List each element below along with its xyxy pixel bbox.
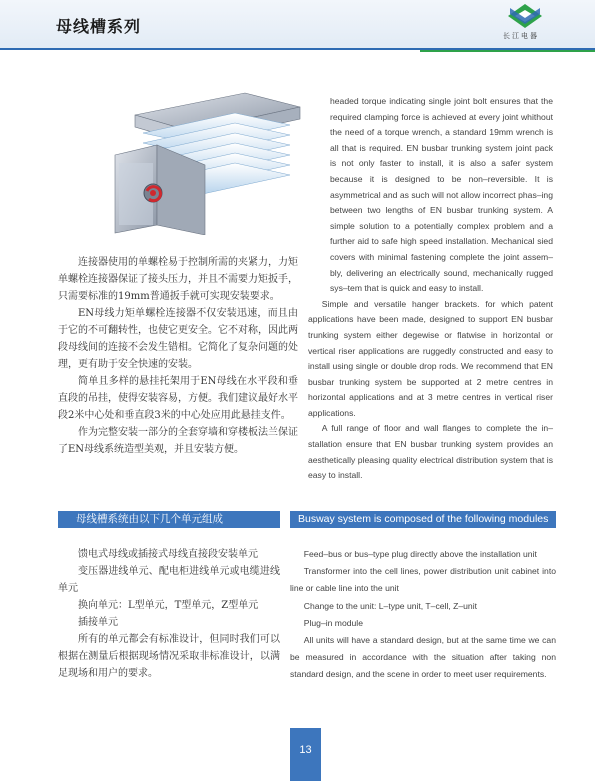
paragraph-en: A full range of floor and wall flanges to complete the in–stallation ensure that EN busbar trunking system provides an aesthetically pleasing quality electrical distribution system that is easy to install.	[308, 423, 553, 481]
page-number: 13	[299, 744, 312, 756]
header-rule-green	[420, 50, 595, 52]
paragraph-cn: 连接器使用的单螺栓易于控制所需的夹紧力，力矩单螺栓连接器保证了接头压力，并且不需要力矩扳手，只需要标准的19mm普通扳手就可实现安装要求。	[58, 257, 298, 302]
page-title: 母线槽系列	[56, 17, 142, 36]
list-item: 插接单元	[78, 617, 118, 628]
list-item: Feed–bus or bus–type plug directly above the installation unit	[303, 549, 537, 559]
paragraph-cn: EN母线力矩单螺栓连接器不仅安装迅速，而且由于它的不可翻转性，也使它更安全。它不对称，因此两段母线间的连接不会发生错相。它简化了复杂问题的处理，更有助于安全快速的安装。	[58, 308, 298, 370]
section-heading-cn	[58, 511, 280, 528]
list-item: 变压器进线单元、配电柜进线单元或电缆进线单元	[58, 566, 280, 594]
list-item: All units will have a standard design, but at the same time we can be measured in accordance with the situation after taking non standard design, and the scene in order to meet user requirements.	[290, 635, 556, 680]
list-item: 所有的单元都会有标准设计，但同时我们可以根据在测量后根据现场情况采取非标准设计，以满足现场和用户的要求。	[58, 634, 280, 679]
list-item: Plug–in module	[303, 617, 363, 628]
section-heading-en-text: Busway system is composed of the following modules	[298, 513, 549, 525]
module-list-en	[290, 546, 556, 684]
section-heading-cn-text: 母线槽系统由以下几个单元组成	[76, 513, 223, 525]
list-item: Change to the unit: L–type unit, T–cell, Z–unit	[303, 600, 478, 611]
module-list-cn	[58, 546, 280, 682]
list-item: 换向单元：L型单元，T型单元，Z型单元	[78, 600, 259, 611]
paragraph-cn: 简单且多样的悬挂托架用于EN母线在水平段和垂直段的吊挂，使得安装容易，方便。我们建议最好水平段2米中心处和垂直段3米的中心处应用此悬挂支件。	[58, 376, 298, 421]
list-item: 馈电式母线或插接式母线直接段安装单元	[78, 549, 258, 560]
section-heading-en	[290, 511, 556, 528]
left-column-text	[58, 254, 298, 458]
brand-name: 长江电器	[503, 32, 539, 40]
paragraph-cn: 作为完整安装一部分的全套穿墙和穿楼板法兰保证了EN母线系统造型美观，并且安装方便。	[58, 427, 298, 455]
paragraph-en: Simple and versatile hanger brackets. for which patent applications have been made, designed to support EN busbar trunking system either degewise or flatwise in horizontal or vertical riser applications are ruggedly constructed and easy to install using single or double drop rods. We recommend that EN busbar trunking system be supported at 2 metre centres in horizontal applications and at 3 metre centres in vertical riser applications.	[308, 298, 553, 418]
list-item: Transformer into the cell lines, power distribution unit cabinet into line or cable line into the unit	[290, 566, 556, 594]
right-column-text	[308, 94, 553, 484]
paragraph-en: headed torque indicating single joint bolt ensures that the required clamping force is achieved at every joint whithout the need of a torque wrench, a standard 19mm wrench is all that is required. EN busbar trunking system joint pack is not only faster to install, it is also a safer system because it is designed to be non–reversible. It is asymmetrical and as such will not allow incorrect phas–ing between two lengths of EN busbar trunking system. A simple solution to a potentially complex problem and a further aid to safe high speed installation. Mechanical sied covers with minimal fastening complete the joint assem–bly, delivering an electrically sound, mechanically rugged sys–tem that is quick and easy to install.	[330, 96, 553, 294]
busbar-joint-illustration	[95, 85, 310, 235]
